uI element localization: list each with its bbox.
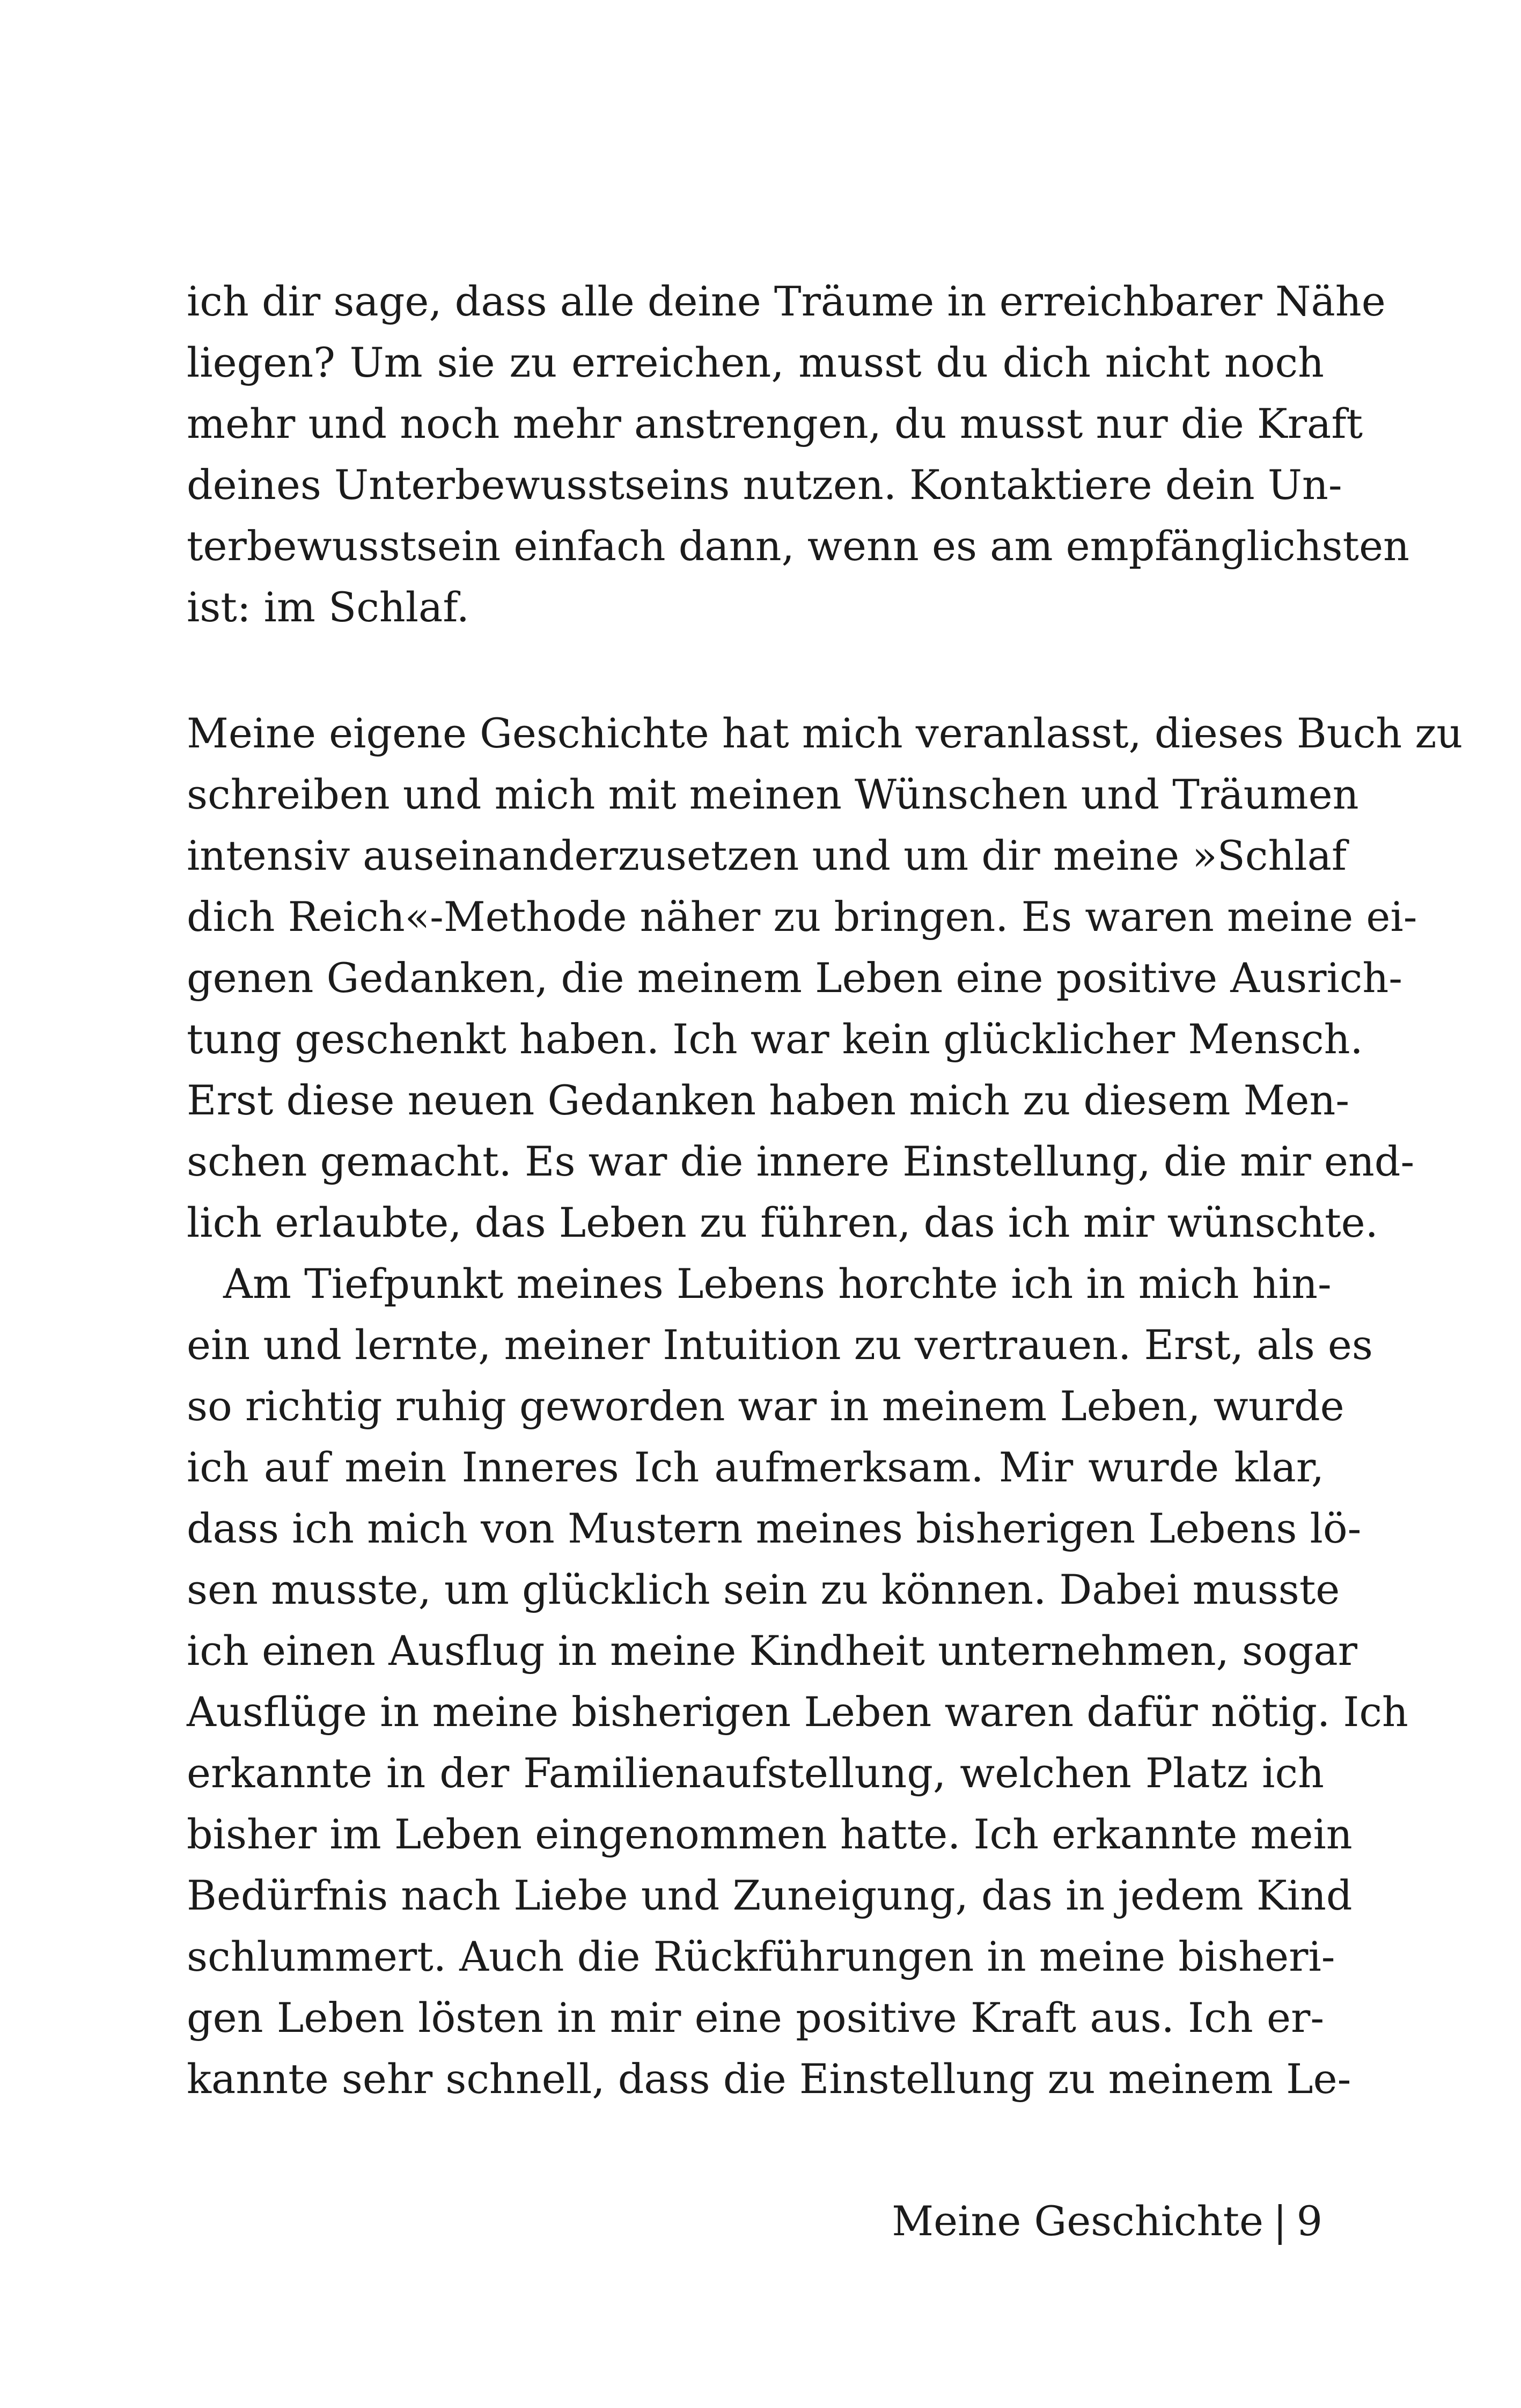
- text-line: Ausflüge in meine bisherigen Leben waren dafür nötig. Ich: [187, 1688, 1408, 1736]
- text-line: mehr und noch mehr anstrengen, du musst nur die Kraft: [187, 400, 1363, 447]
- text-line: ich dir sage, dass alle deine Träume in erreichbarer Nähe: [187, 277, 1386, 325]
- paragraph-continuation: [187, 271, 1409, 638]
- text-line: genen Gedanken, die meinem Leben eine positive Ausrich-: [187, 954, 1402, 1002]
- text-line: Bedürfnis nach Liebe und Zuneigung, das in jedem Kind: [187, 1871, 1353, 1919]
- text-line: schreiben und mich mit meinen Wünschen und Träumen: [187, 770, 1359, 818]
- page-footer: [892, 2191, 1322, 2252]
- text-line: deines Unterbewusstseins nutzen. Kontaktiere dein Un-: [187, 461, 1342, 509]
- text-line: ein und lernte, meiner Intuition zu vertrauen. Erst, als es: [187, 1321, 1373, 1369]
- text-line: schen gemacht. Es war die innere Einstellung, die mir end-: [187, 1137, 1415, 1185]
- text-line: ist: im Schlaf.: [187, 583, 469, 631]
- text-line: Am Tiefpunkt meines Lebens horchte ich in mich hin-: [223, 1260, 1332, 1308]
- text-line: dich Reich«-Methode näher zu bringen. Es waren meine ei-: [187, 893, 1417, 941]
- text-line: so richtig ruhig geworden war in meinem Leben, wurde: [187, 1382, 1344, 1430]
- text-line: bisher im Leben eingenommen hatte. Ich erkannte mein: [187, 1810, 1353, 1858]
- text-line: Erst diese neuen Gedanken haben mich zu diesem Men-: [187, 1076, 1350, 1124]
- paragraph-story: [187, 703, 1463, 2110]
- text-line: terbewusstsein einfach dann, wenn es am empfänglichsten: [187, 522, 1409, 570]
- text-line: tung geschenkt haben. Ich war kein glücklicher Mensch.: [187, 1015, 1363, 1063]
- text-line: ich auf mein Inneres Ich aufmerksam. Mir wurde klar,: [187, 1443, 1324, 1491]
- text-line: erkannte in der Familienaufstellung, welchen Platz ich: [187, 1749, 1324, 1797]
- text-line: dass ich mich von Mustern meines bisherigen Lebens lö-: [187, 1504, 1362, 1552]
- running-chapter-title: Meine Geschichte: [892, 2197, 1264, 2245]
- text-line: intensiv auseinanderzusetzen und um dir meine »Schlaf: [187, 832, 1347, 879]
- text-line: gen Leben lösten in mir eine positive Kraft aus. Ich er-: [187, 1994, 1324, 2042]
- text-line: liegen? Um sie zu erreichen, musst du dich nicht noch: [187, 339, 1324, 386]
- text-line: kannte sehr schnell, dass die Einstellung zu meinem Le-: [187, 2055, 1351, 2103]
- text-line: sen musste, um glücklich sein zu können. Dabei musste: [187, 1566, 1340, 1613]
- page-number: 9: [1296, 2197, 1322, 2245]
- text-line: schlummert. Auch die Rückführungen in meine bisheri-: [187, 1933, 1335, 1980]
- text-line: ich einen Ausflug in meine Kindheit unternehmen, sogar: [187, 1627, 1357, 1675]
- text-line: lich erlaubte, das Leben zu führen, das ich mir wünschte.: [187, 1199, 1378, 1246]
- text-line: Meine eigene Geschichte hat mich veranlasst, dieses Buch zu: [187, 709, 1463, 757]
- footer-separator: |: [1273, 2197, 1287, 2245]
